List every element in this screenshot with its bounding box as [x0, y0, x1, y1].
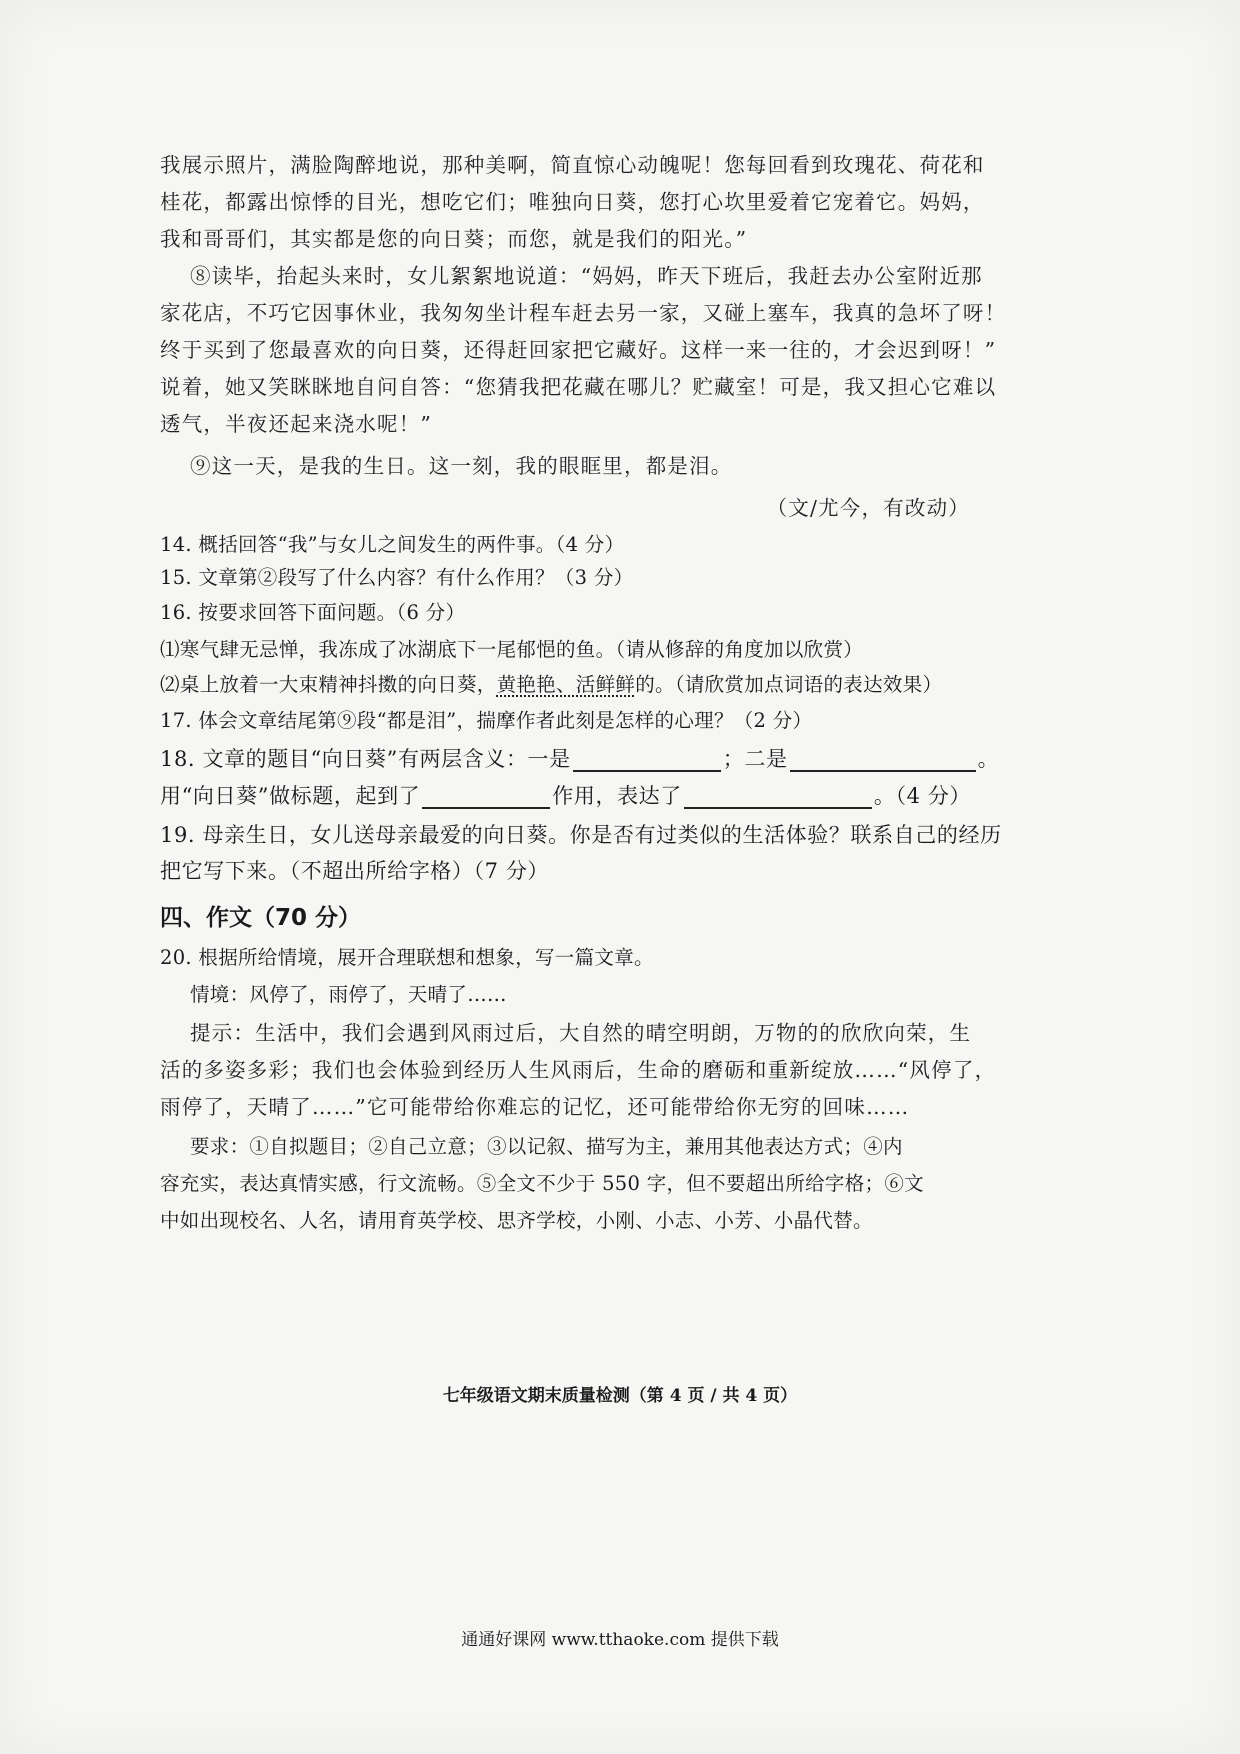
question-16-2-post: 的。（请欣赏加点词语的表达效果）: [635, 673, 943, 696]
question-18-text-f: 。（4 分）: [873, 784, 972, 808]
answer-blank-18-2[interactable]: [790, 748, 976, 772]
composition-scenario: 情境：风停了，雨停了，天晴了……: [190, 983, 507, 1006]
question-16-2: [160, 672, 960, 698]
download-site-line: 通通好课网 www.tthaoke.com 提供下载: [461, 1630, 779, 1650]
composition-requirement-line-2: 容充实，表达真情实感，行文流畅。⑤全文不少于 550 字，但不要超出所给字格；⑥文: [160, 1172, 924, 1195]
question-18-line-1: [160, 746, 1000, 772]
question-16-2-pre: ⑵桌上放着一大束精神抖擞的向日葵，: [160, 673, 497, 696]
story-source: （文/尤今，有改动）: [766, 496, 970, 520]
question-19-line-2: 把它写下来。（不超出所给字格）（7 分）: [160, 859, 550, 883]
story-line-9: ⑨这一天，是我的生日。这一刻，我的眼眶里，都是泪。: [190, 454, 733, 478]
question-18-text-e: 作用，表达了: [552, 784, 682, 808]
question-16: 16. 按要求回答下面问题。（6 分）: [160, 601, 466, 624]
story-line-6: 终于买到了您最喜欢的向日葵，还得赶回家把它藏好。这样一来一往的，才会迟到呀！”: [160, 338, 997, 362]
composition-requirement-line-3: 中如出现校名、人名，请用育英学校、思齐学校，小刚、小志、小芳、小晶代替。: [160, 1209, 873, 1232]
story-line-8: 透气，半夜还起来浇水呢！”: [160, 412, 433, 436]
question-16-1: ⑴寒气肆无忌惮，我冻成了冰湖底下一尾郁悒的鱼。（请从修辞的角度加以欣赏）: [160, 638, 864, 661]
story-line-5: 家花店，不巧它因事休业，我匆匆坐计程车赶去另一家，又碰上塞车，我真的急坏了呀！: [160, 301, 1007, 325]
story-line-1: 我展示照片，满脸陶醉地说，那种美啊，简直惊心动魄呢！您每回看到玫瑰花、荷花和: [160, 153, 985, 177]
question-16-2-dotted-words: 黄艳艳、活鲜鲜: [496, 673, 636, 696]
question-18-text-d: 用“向日葵”做标题，起到了: [160, 784, 421, 808]
page-footer: 七年级语文期末质量检测（第 4 页 / 共 4 页）: [442, 1386, 798, 1406]
question-18-text-c: 。: [977, 747, 1000, 771]
question-20: 20. 根据所给情境，展开合理联想和想象，写一篇文章。: [160, 946, 654, 969]
answer-blank-18-1[interactable]: [573, 748, 721, 772]
story-line-2: 桂花，都露出惊悸的目光，想吃它们；唯独向日葵，您打心坎里爱着它宠着它。妈妈，: [160, 190, 985, 214]
question-15: 15. 文章第②段写了什么内容？有什么作用？（3 分）: [160, 566, 634, 589]
composition-hint-line-3: 雨停了，天晴了……”它可能带给你难忘的记忆，还可能带给你无穷的回味……: [160, 1095, 910, 1119]
question-18-line-2: [160, 783, 972, 809]
story-line-7: 说着，她又笑眯眯地自问自答：“您猜我把花藏在哪儿？贮藏室！可是，我又担心它难以: [160, 375, 997, 399]
question-18-text-b: ；二是: [722, 747, 788, 771]
story-line-3: 我和哥哥们，其实都是您的向日葵；而您，就是我们的阳光。”: [160, 227, 748, 251]
question-14: 14. 概括回答“我”与女儿之间发生的两件事。（4 分）: [160, 533, 625, 556]
question-18-text-a: 18. 文章的题目“向日葵”有两层含义：一是: [160, 747, 571, 771]
composition-hint-line-1: 提示：生活中，我们会遇到风雨过后，大自然的晴空明朗，万物的的欣欣向荣，生: [190, 1021, 972, 1045]
question-19-line-1: 19. 母亲生日，女儿送母亲最爱的向日葵。你是否有过类似的生活体验？联系自己的经历: [160, 823, 1002, 847]
section-heading-composition: 四、作文（70 分）: [160, 905, 362, 931]
story-line-4: ⑧读毕，抬起头来时，女儿絮絮地说道：“妈妈，昨天下班后，我赶去办公室附近那: [190, 264, 983, 288]
composition-requirement-line-1: 要求：①自拟题目；②自己立意；③以记叙、描写为主，兼用其他表达方式；④内: [190, 1135, 903, 1158]
answer-blank-18-4[interactable]: [684, 785, 872, 809]
composition-hint-line-2: 活的多姿多彩；我们也会体验到经历人生风雨后，生命的磨砺和重新绽放……“风停了，: [160, 1058, 997, 1082]
question-17: 17. 体会文章结尾第⑨段“都是泪”，揣摩作者此刻是怎样的心理？（2 分）: [160, 709, 813, 732]
answer-blank-18-3[interactable]: [422, 785, 550, 809]
